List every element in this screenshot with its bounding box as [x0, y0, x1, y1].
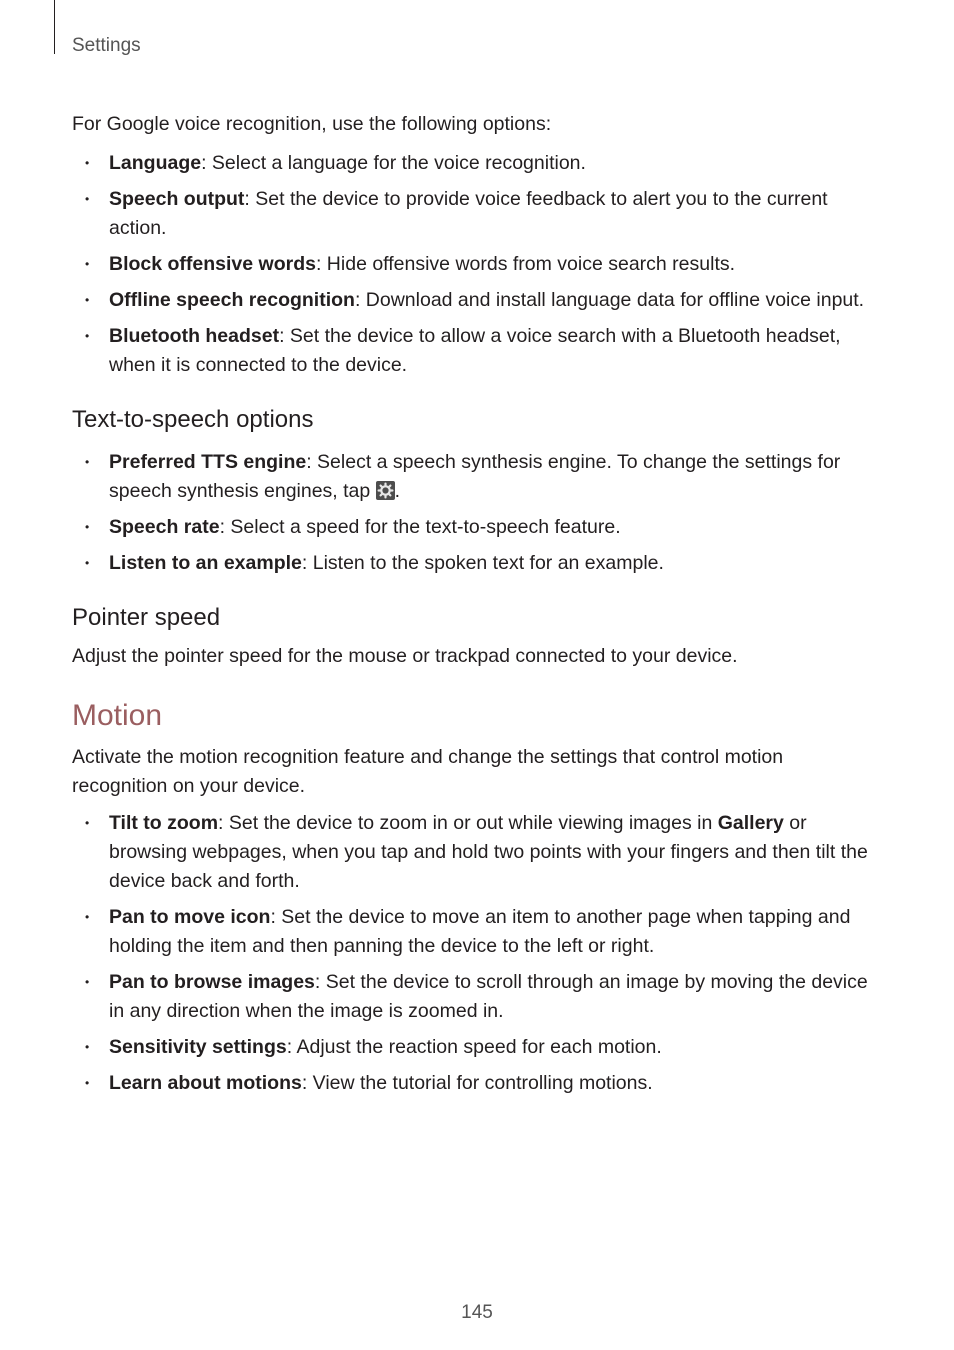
option-term: Speech output — [109, 188, 245, 210]
option-desc: : Select a speech synthesis engine. To change the settings for speech synthesis engines, tap — [109, 451, 841, 502]
option-term: Block offensive words — [109, 253, 316, 275]
option-desc: : Adjust the reaction speed for each motion. — [286, 1036, 662, 1058]
list-item — [72, 809, 872, 896]
option-term: Pan to browse images — [109, 971, 315, 993]
voice-options-list — [72, 149, 872, 380]
list-item — [72, 185, 872, 243]
option-term: Learn about motions — [109, 1072, 302, 1094]
option-term: Pan to move icon — [109, 906, 271, 928]
option-desc: : Select a speed for the text-to-speech feature. — [219, 516, 621, 538]
option-term: Preferred TTS engine — [109, 451, 307, 473]
option-term: Offline speech recognition — [109, 289, 355, 311]
option-desc: : Download and install language data for offline voice input. — [354, 289, 865, 311]
list-item — [72, 448, 872, 506]
tts-heading: Text-to-speech options — [72, 406, 314, 433]
pointer-heading: Pointer speed — [72, 604, 221, 631]
voice-intro: For Google voice recognition, use the following options: — [72, 113, 552, 135]
option-term: Speech rate — [109, 516, 220, 538]
option-desc: : View the tutorial for controlling motions. — [301, 1072, 653, 1094]
list-item — [72, 1069, 872, 1098]
list-item — [72, 1033, 872, 1062]
option-term: Tilt to zoom — [109, 812, 219, 834]
running-head: Settings — [72, 35, 141, 56]
list-item — [72, 903, 872, 961]
page-edge-line — [54, 0, 55, 54]
option-term: Sensitivity settings — [109, 1036, 287, 1058]
motion-options-list — [72, 809, 872, 1098]
option-desc: : Select a language for the voice recognition. — [201, 152, 586, 174]
option-term: Listen to an example — [109, 552, 302, 574]
list-item — [72, 250, 872, 279]
page-content — [72, 110, 872, 1098]
option-desc: : Set the device to provide voice feedback to alert you to the current action. — [109, 188, 828, 239]
option-desc-cont: or browsing webpages, when you tap and hold two points with your fingers and then tilt the device back and forth. — [109, 812, 868, 892]
page-number: 145 — [461, 1302, 493, 1323]
option-desc: : Hide offensive words from voice search results. — [315, 253, 736, 275]
list-item — [72, 286, 872, 315]
gear-icon — [376, 481, 395, 500]
tts-options-list — [72, 448, 872, 578]
list-item — [72, 513, 872, 542]
option-desc: : Set the device to zoom in or out while viewing images in — [218, 812, 718, 834]
list-item — [72, 149, 872, 178]
option-desc: : Set the device to move an item to another page when tapping and holding the item and then panning the device to the left or right. — [109, 906, 851, 957]
option-term: Bluetooth headset — [109, 325, 280, 347]
motion-intro: Activate the motion recognition feature and change the settings that control motion recognition on your device. — [72, 746, 784, 797]
option-desc: : Set the device to scroll through an image by moving the device in any direction when the image is zoomed in. — [109, 971, 868, 1022]
app-name: Gallery — [717, 812, 784, 834]
list-item — [72, 549, 872, 578]
option-desc: : Listen to the spoken text for an example. — [301, 552, 664, 574]
motion-heading: Motion — [72, 699, 163, 732]
pointer-desc: Adjust the pointer speed for the mouse or trackpad connected to your device. — [72, 645, 738, 667]
option-desc-end: . — [394, 480, 401, 502]
list-item — [72, 968, 872, 1026]
list-item — [72, 322, 872, 380]
option-term: Language — [109, 152, 202, 174]
option-desc: : Set the device to allow a voice search with a Bluetooth headset, when it is connected to the device. — [109, 325, 841, 376]
